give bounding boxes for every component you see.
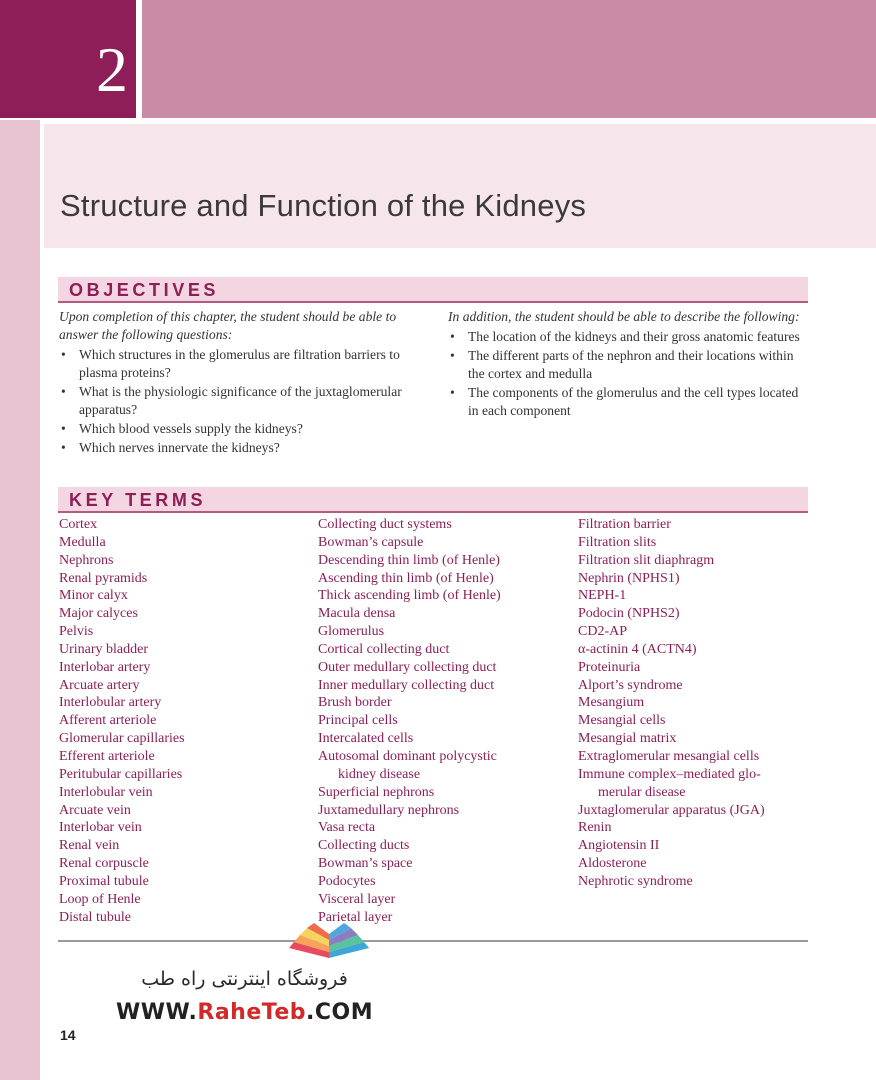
- list-item: • What is the physiologic significance of the juxtaglomerular apparatus?: [61, 384, 402, 417]
- key-term: Distal tubule: [59, 909, 131, 925]
- key-term: Bowman’s space: [318, 856, 413, 872]
- key-term: Peritubular capillaries: [59, 766, 183, 782]
- key-term: Glomerular capillaries: [59, 731, 185, 747]
- bullet-icon: •: [61, 347, 66, 362]
- key-term: Aldosterone: [578, 856, 647, 872]
- title-band: [44, 124, 876, 248]
- key-term: Juxtamedullary nephrons: [318, 802, 460, 818]
- key-term: Superficial nephrons: [318, 784, 435, 800]
- key-term: Alport’s syndrome: [578, 677, 683, 693]
- key-term: Major calyces: [59, 606, 138, 622]
- key-terms-column-2: [318, 516, 501, 926]
- key-term: Bowman’s capsule: [318, 534, 424, 550]
- left-margin-strip: [0, 120, 40, 1080]
- key-term: Arcuate vein: [59, 802, 131, 818]
- key-term: Vasa recta: [318, 820, 376, 836]
- key-term: Medulla: [59, 534, 106, 550]
- key-term: Inner medullary collecting duct: [318, 677, 495, 693]
- key-term: Autosomal dominant polycystic: [318, 748, 497, 764]
- key-term: Afferent arteriole: [59, 713, 157, 729]
- key-term: Interlobular vein: [59, 784, 153, 800]
- key-term: Immune complex–mediated glo-: [578, 766, 761, 782]
- watermark: [112, 920, 377, 1030]
- key-terms-column-3: [578, 516, 765, 891]
- key-term: Glomerulus: [318, 624, 385, 640]
- key-term: Loop of Henle: [59, 891, 141, 907]
- bullet-icon: •: [61, 440, 66, 455]
- key-terms-header: [58, 487, 808, 513]
- bullet-icon: •: [450, 329, 455, 344]
- key-term: α-actinin 4 (ACTN4): [578, 641, 697, 657]
- key-term: Renal vein: [59, 838, 120, 854]
- bullet-icon: •: [450, 385, 455, 400]
- key-term: Urinary bladder: [59, 641, 149, 657]
- key-term: Ascending thin limb (of Henle): [318, 570, 494, 586]
- list-item: • The components of the glomerulus and the cell types located in each component: [450, 385, 799, 418]
- list-item: • Which structures in the glomerulus are filtration barriers to plasma proteins?: [61, 347, 400, 380]
- list-item: • Which blood vessels supply the kidneys?: [61, 421, 303, 436]
- key-term: Brush border: [318, 695, 392, 711]
- key-term: Collecting ducts: [318, 838, 410, 854]
- key-terms-column-1: [59, 516, 185, 926]
- key-term: Interlobar vein: [59, 820, 142, 836]
- chapter-title: Structure and Function of the Kidneys: [60, 188, 587, 223]
- key-term: Angiotensin II: [578, 838, 660, 854]
- key-term: Macula densa: [318, 606, 396, 622]
- key-term: Podocytes: [318, 873, 376, 889]
- key-term: Proteinuria: [578, 659, 641, 675]
- key-term: Nephrin (NPHS1): [578, 570, 680, 586]
- key-term: Intercalated cells: [318, 731, 414, 747]
- key-term: Cortex: [59, 517, 98, 532]
- key-term: Filtration slit diaphragm: [578, 552, 715, 568]
- objectives-heading: OBJECTIVES: [69, 280, 220, 300]
- key-term: Podocin (NPHS2): [578, 606, 680, 622]
- key-term: Efferent arteriole: [59, 748, 155, 764]
- key-term: Thick ascending limb (of Henle): [318, 588, 501, 604]
- chapter-number-box: [0, 0, 136, 118]
- chapter-number: 2: [96, 34, 128, 105]
- key-term: NEPH-1: [578, 588, 627, 604]
- key-term: Visceral layer: [318, 891, 396, 907]
- objectives-left-column: [59, 308, 425, 458]
- key-term: Pelvis: [59, 624, 94, 640]
- key-term: Outer medullary collecting duct: [318, 659, 497, 675]
- key-term: Nephrotic syndrome: [578, 873, 693, 889]
- objectives-right-column: [448, 308, 803, 421]
- key-term: Renal pyramids: [59, 570, 148, 586]
- key-term: Mesangial cells: [578, 713, 666, 729]
- key-term: Parietal layer: [318, 909, 393, 925]
- key-term: Renin: [578, 820, 612, 836]
- page-number: 14: [60, 1027, 76, 1043]
- key-term: Renal corpuscle: [59, 856, 149, 872]
- list-item: • The location of the kidneys and their gross anatomic features: [450, 329, 800, 344]
- open-book-logo-icon: [284, 920, 374, 960]
- objectives-right-list: [448, 328, 803, 420]
- key-term: Filtration slits: [578, 534, 657, 550]
- key-term: Principal cells: [318, 713, 398, 729]
- bullet-icon: •: [61, 384, 66, 399]
- key-term-continuation: merular disease: [598, 784, 686, 800]
- objectives-header: [58, 277, 808, 303]
- objectives-left-intro: Upon completion of this chapter, the student should be able to answer the following questions:: [59, 309, 397, 342]
- key-term: Mesangium: [578, 695, 645, 711]
- key-term: Minor calyx: [59, 588, 128, 604]
- key-term: Collecting duct systems: [318, 517, 452, 532]
- key-term: CD2-AP: [578, 624, 628, 640]
- key-term: Arcuate artery: [59, 677, 140, 693]
- key-term: Nephrons: [59, 552, 114, 568]
- key-term: Mesangial matrix: [578, 731, 677, 747]
- objectives-left-list: [59, 346, 425, 457]
- key-term: Cortical collecting duct: [318, 641, 450, 657]
- key-term: Extraglomerular mesangial cells: [578, 748, 760, 764]
- key-term: Interlobular artery: [59, 695, 162, 711]
- watermark-url: WWW.RaheTeb.COM: [116, 1000, 374, 1025]
- header-band: [142, 0, 876, 118]
- list-item: • Which nerves innervate the kidneys?: [61, 440, 280, 455]
- key-term: Proximal tubule: [59, 873, 149, 889]
- key-terms-heading: KEY TERMS: [69, 490, 207, 510]
- key-term: Juxtaglomerular apparatus (JGA): [578, 802, 765, 818]
- objectives-right-intro: In addition, the student should be able to describe the following:: [448, 309, 800, 324]
- bullet-icon: •: [450, 348, 455, 363]
- list-item: • The different parts of the nephron and their locations within the cortex and medulla: [450, 348, 794, 381]
- key-term: Descending thin limb (of Henle): [318, 552, 500, 568]
- watermark-persian-text: فروشگاه اینترنتی راه طب: [141, 968, 348, 990]
- key-term: Interlobar artery: [59, 659, 151, 675]
- key-term-continuation: kidney disease: [338, 766, 421, 782]
- bullet-icon: •: [61, 421, 66, 436]
- key-term: Filtration barrier: [578, 517, 671, 532]
